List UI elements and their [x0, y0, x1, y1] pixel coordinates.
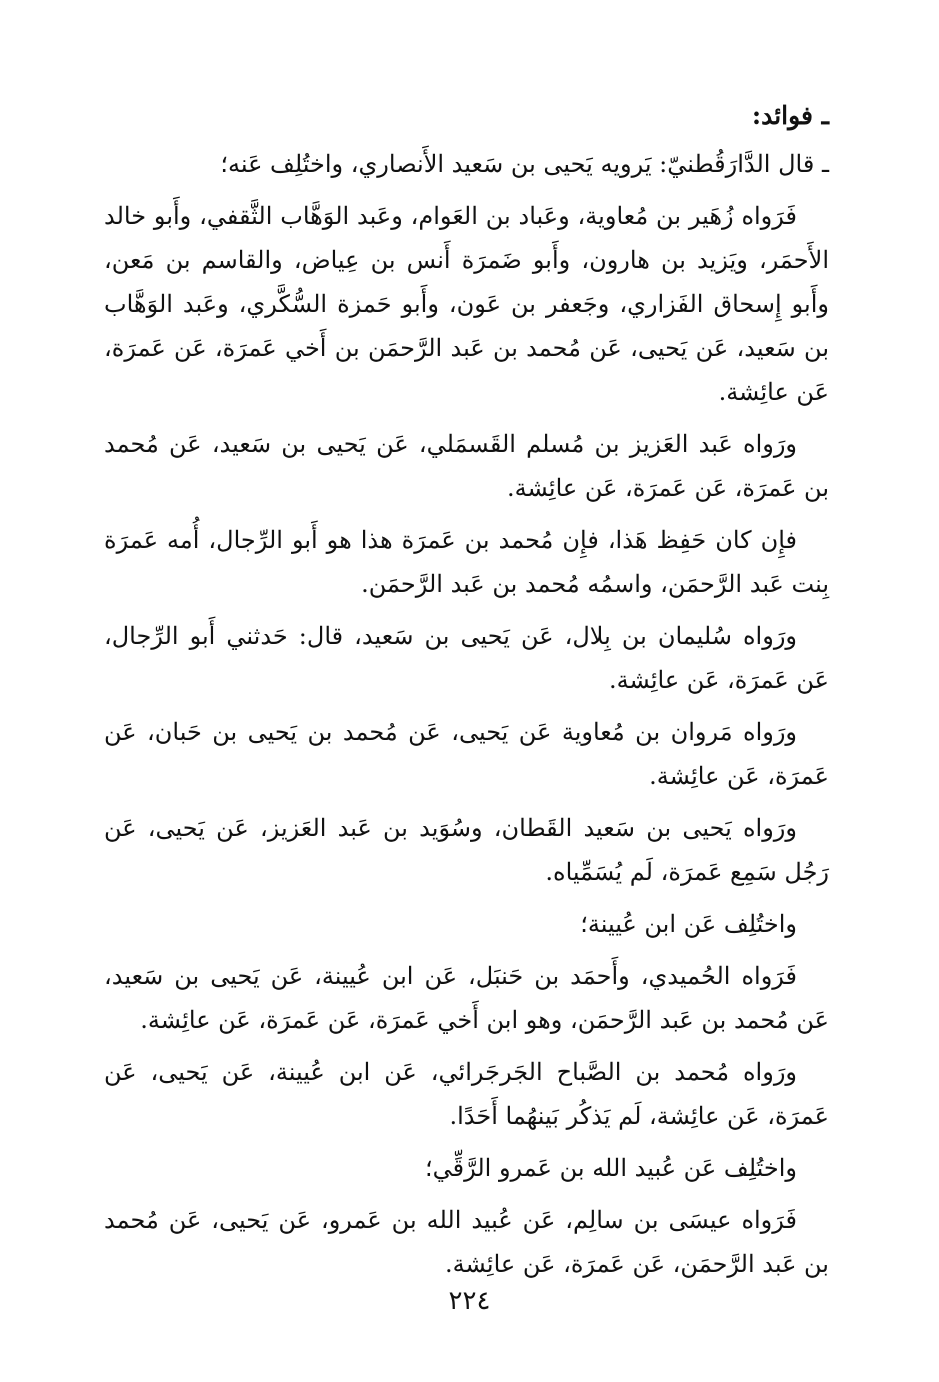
paragraph-list [104, 142, 829, 1286]
paragraph: فإِن كان حَفِظ هَذا، فإِن مُحمد بن عَمرَة هذا هو أَبو الرِّجال، أُمه عَمرَة بِنت عَبد الرَّحمَن، واسمُه مُحمد بن عَبد الرَّحمَن. [104, 526, 829, 598]
paragraph: ورَواه عَبد العَزيز بن مُسلم القَسمَلي، عَن يَحيى بن سَعيد، عَن مُحمد بن عَمرَة، عَن عَمرَة، عَن عائِشة. [104, 430, 829, 502]
section-heading: ـ فوائد: [751, 101, 829, 130]
page-number: ٢٢٤ [448, 1286, 491, 1316]
paragraph: فَرَواه عيسَى بن سالِم، عَن عُبيد الله بن عَمرو، عَن يَحيى، عَن مُحمد بن عَبد الرَّحمَن، عَن عَمرَة، عَن عائِشة. [104, 1206, 829, 1278]
paragraph: فَرَواه الحُميدي، وأَحمَد بن حَنبَل، عَن ابن عُيينة، عَن يَحيى بن سَعيد، عَن مُحمد بن عَبد الرَّحمَن، وهو ابن أَخي عَمرَة، عَن عَمرَة، عَن عائِشة. [104, 962, 829, 1034]
page-body [104, 96, 829, 1294]
paragraph: واختُلِف عَن ابن عُيينة؛ [580, 910, 797, 938]
paragraph: ورَواه مَروان بن مُعاوية عَن يَحيى، عَن مُحمد بن يَحيى بن حَبان، عَن عَمرَة، عَن عائِشة. [104, 718, 829, 790]
paragraph: ورَواه مُحمد بن الصَّباح الجَرجَرائي، عَن ابن عُيينة، عَن يَحيى، عَن عَمرَة، عَن عائِشة، لَم يَذكُر بَينهُما أَحَدًا. [104, 1058, 829, 1130]
paragraph: ورَواه يَحيى بن سَعيد القَطان، وسُوَيد بن عَبد العَزيز، عَن يَحيى، عَن رَجُل سَمِع عَمرَة، لَم يُسَمِّياه. [104, 814, 829, 886]
paragraph: واختُلِف عَن عُبيد الله بن عَمرو الرَّقِّي؛ [425, 1154, 797, 1182]
paragraph: ورَواه سُليمان بن بِلال، عَن يَحيى بن سَعيد، قال: حَدثني أَبو الرِّجال، عَن عَمرَة، عَن عائِشة. [104, 622, 829, 694]
paragraph: ـ قال الدَّارَقُطنيّ: يَرويه يَحيى بن سَعيد الأَنصاري، واختُلِف عَنه؛ [220, 150, 829, 178]
paragraph: فَرَواه زُهَير بن مُعاوية، وعَباد بن العَوام، وعَبد الوَهَّاب الثَّقفي، وأَبو خالد الأَحمَر، ويَزيد بن هارون، وأَبو ضَمرَة أَنس بن عِياض، والقاسم بن مَعن، وأَبو إِسحاق الفَزاري، وجَعفر بن عَون، وأَبو حَمزة السُّكَّري، وعَبد الوَهَّاب بن سَعيد، عَن يَحيى، عَن مُحمد بن عَبد الرَّحمَن بن أَخي عَمرَة، عَن عَمرَة، عَن عائِشة. [104, 202, 829, 406]
